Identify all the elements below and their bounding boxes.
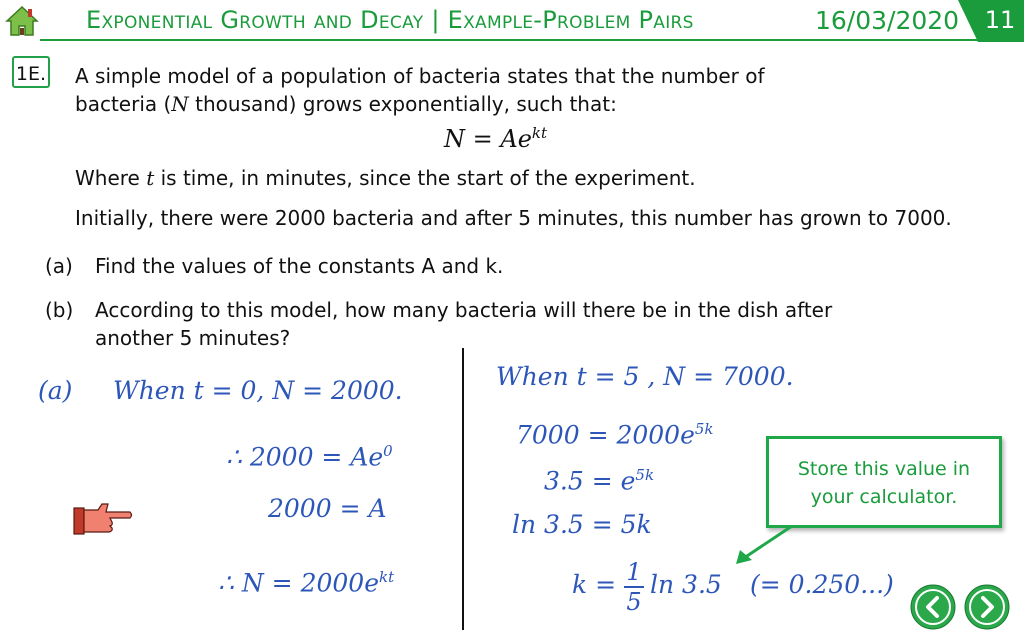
working-right-line-4: ln 3.5 = 5k [512,510,652,539]
working-right-line-3: $3.5 = e^{5k}$ [544,466,655,496]
working-part-label: (a) [38,376,73,405]
working-left-line-1: When t = 0, N = 2000. [113,376,403,405]
model-formula: $N = Ae^{kt}$ [444,124,548,153]
slide-number: 11 [984,6,1016,34]
where-statement: Where t is time, in minutes, since the start of the experiment. [75,166,696,190]
working-right-line-5-lhs: k = [572,570,617,599]
callout-arrow [728,520,798,568]
chevron-left-icon [910,584,956,630]
working-divider [462,348,464,630]
fraction-one-fifth [622,558,646,616]
working-right-line-1: When t = 5 , N = 7000. [496,362,794,391]
working-left-line-4: ∴ $N = 2000e^{kt}$ [218,568,395,598]
question-b-label: (b) [45,298,74,322]
next-slide-button[interactable] [964,584,1010,630]
initial-condition: Initially, there were 2000 bacteria and after 5 minutes, this number has grown to 7000. [75,206,952,230]
callout-line-1: Store this value in [797,458,971,480]
chevron-right-icon [964,584,1010,630]
working-left-line-3: 2000 = A [268,494,387,523]
previous-slide-button[interactable] [910,584,956,630]
working-right-line-5-approx: (= 0.250...) [750,570,894,599]
header-date: 16/03/2020 [815,6,960,35]
question-a-label: (a) [45,254,73,278]
problem-line-1: A simple model of a population of bacteria states that the number of [75,64,765,88]
callout-line-2: your calculator. [810,486,958,508]
home-icon[interactable] [5,4,39,38]
page-title: Exponential Growth and Decay | Example-Problem Pairs [86,6,694,34]
fraction-numerator: 1 [626,558,642,586]
question-b-line-1: According to this model, how many bacteria will there be in the dish after [95,298,833,322]
pointing-hand-icon [72,498,134,540]
question-b-line-2: another 5 minutes? [95,326,291,350]
problem-line-2: bacteria (N thousand) grows exponentially, such that: [75,92,617,116]
working-right-line-2: $7000 = 2000e^{5k}$ [516,420,714,450]
working-left-line-2: ∴ $2000 = Ae^0$ [226,442,393,472]
working-right-line-5-ln: ln 3.5 [650,570,722,599]
fraction-denominator: 5 [626,588,642,616]
question-a-text: Find the values of the constants A and k. [95,254,504,278]
header-divider [40,39,1020,41]
calculator-tip-callout [766,436,1002,528]
problem-badge: 1E. [12,56,50,88]
